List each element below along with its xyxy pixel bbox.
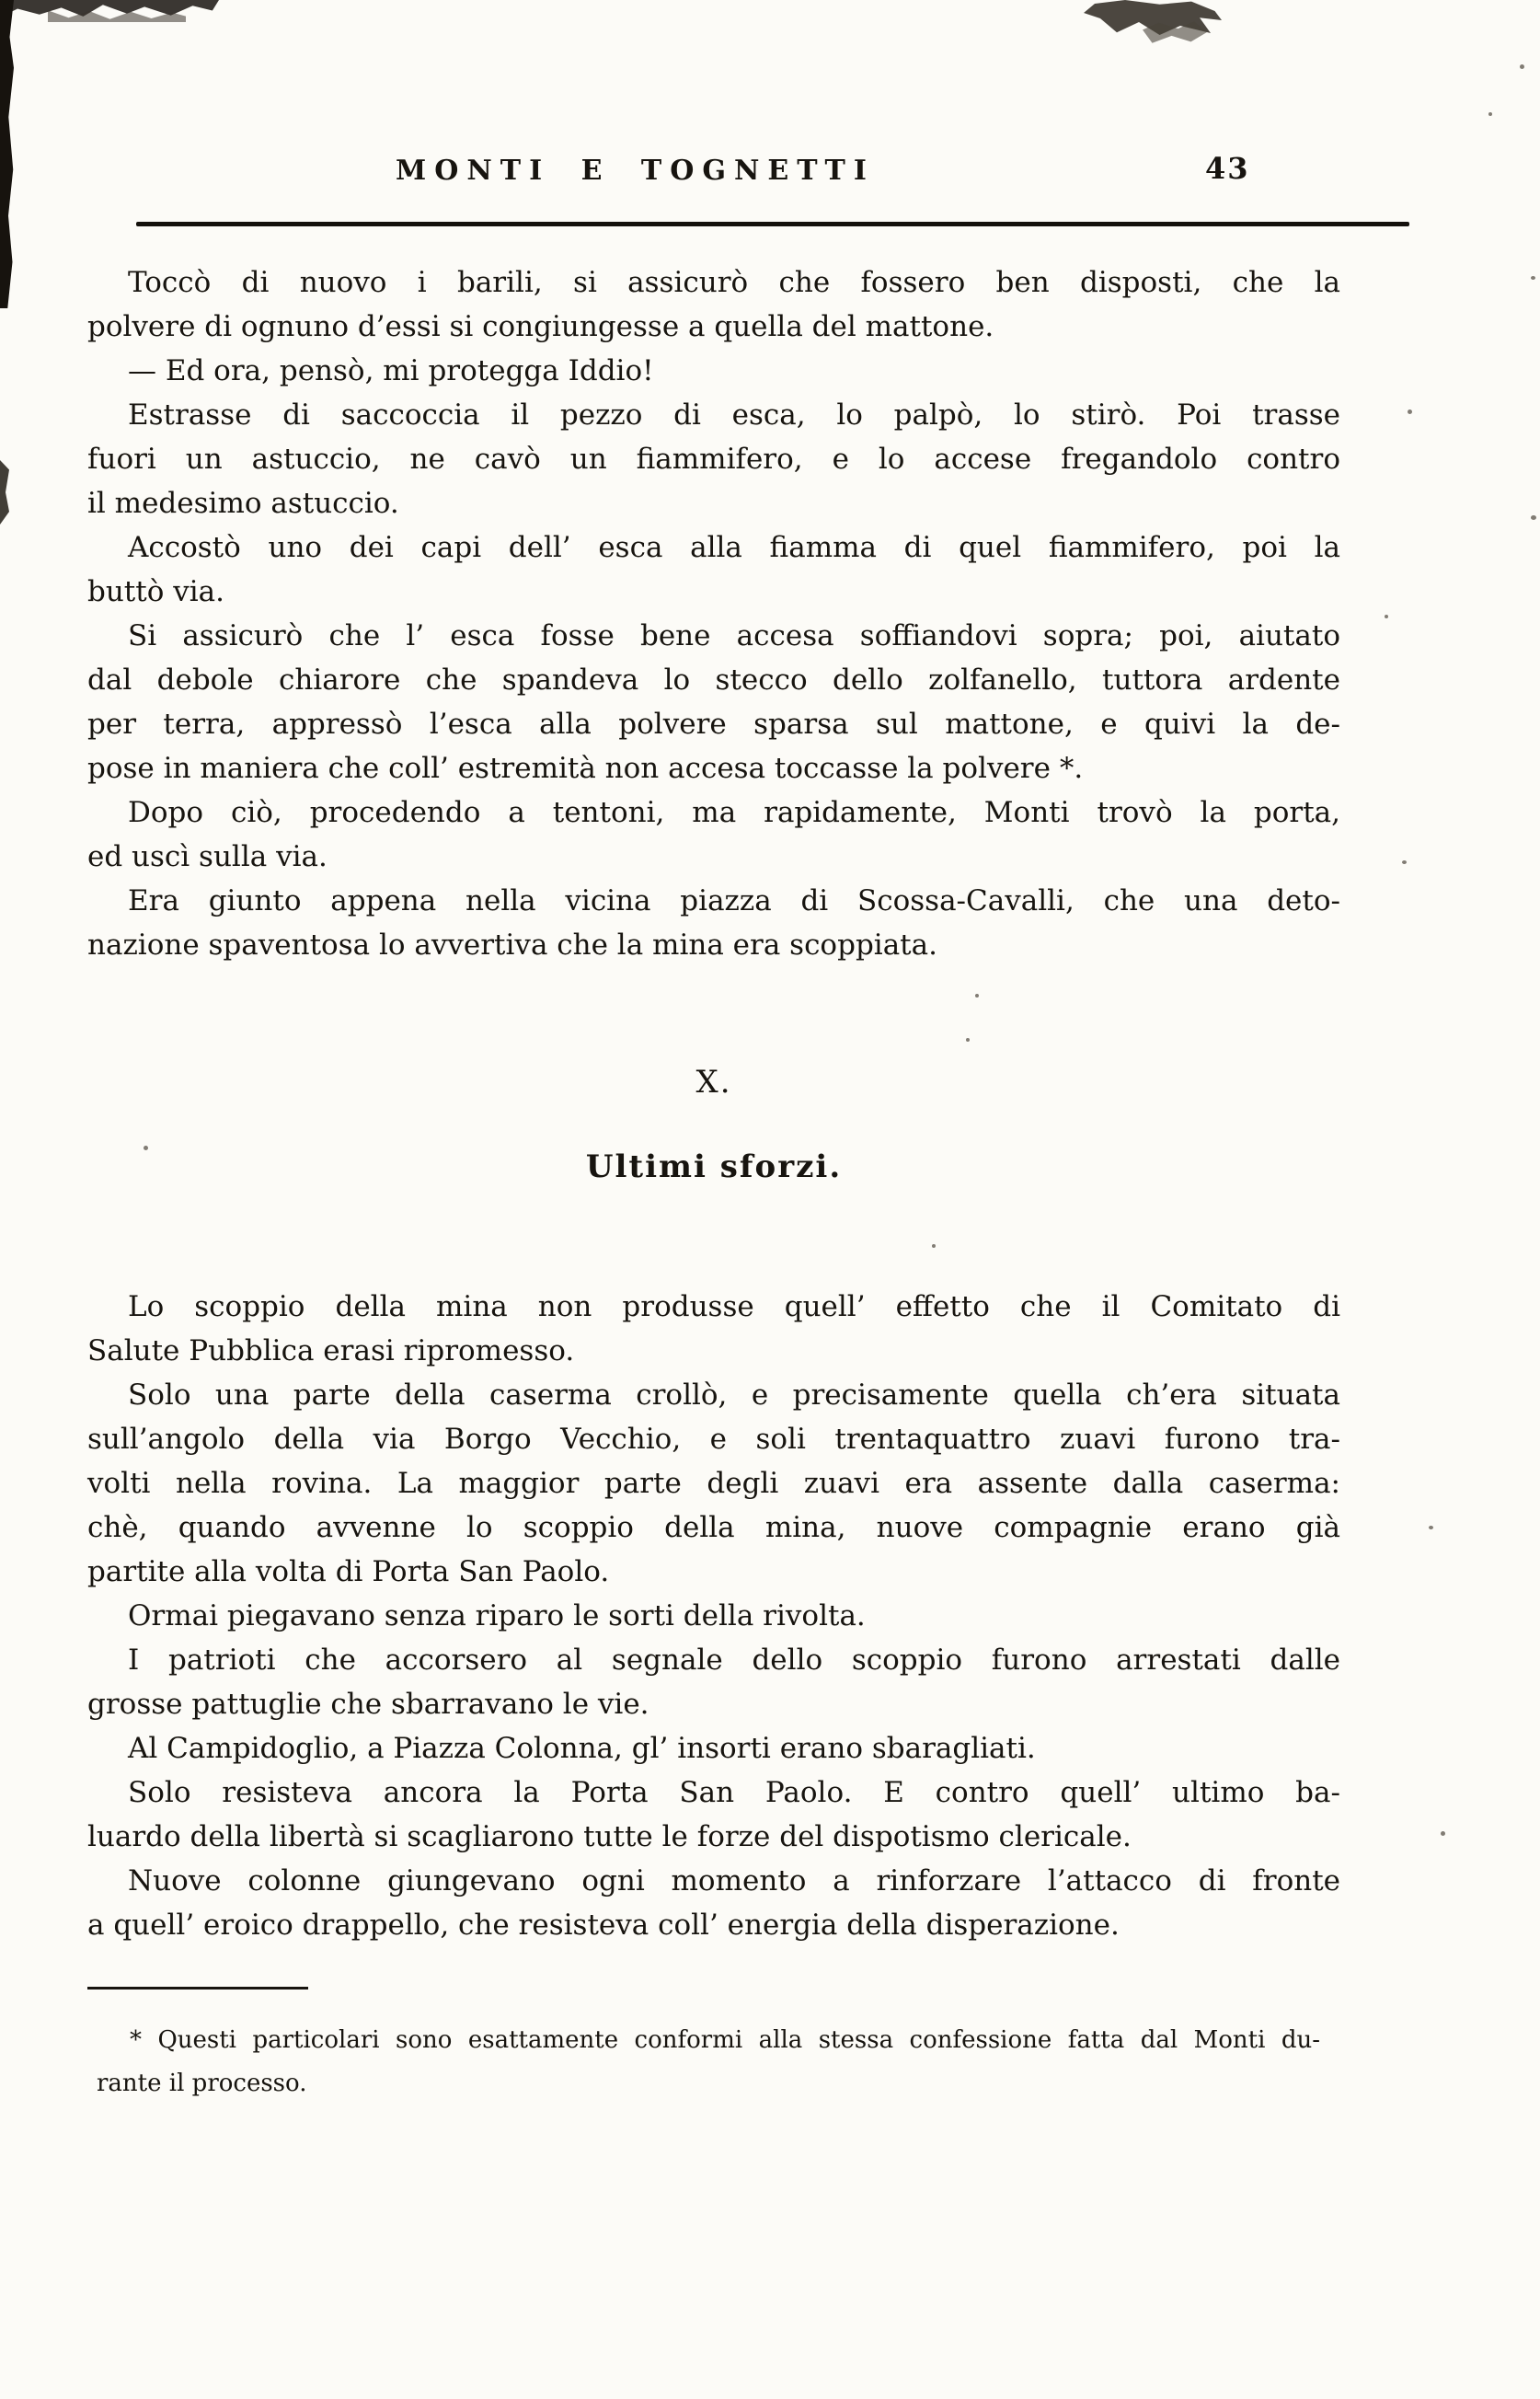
footnote-line: * Questi particolari sono esattamente conformi alla stessa confessione fatta dal Monti du- [130,2026,1320,2054]
scan-speck [1531,515,1536,520]
text-line: pose in maniera che coll’ estremità non accesa toccasse la polvere *. [87,752,1084,785]
scan-smudge-top-left-light [48,7,186,22]
body-text-block-2 [87,1285,1340,1947]
text-line: il medesimo astuccio. [87,487,399,520]
text-line: Solo resisteva ancora la Porta San Paolo. E contro quell’ ultimo ba- [128,1776,1340,1809]
footnote-line: rante il processo. [97,2070,307,2097]
text-line: I patrioti che accorsero al segnale dello scoppio furono arrestati dalle [128,1644,1340,1677]
text-line: Era giunto appena nella vicina piazza di Scossa-Cavalli, che una deto- [128,884,1340,917]
scan-smudge-top-right-light [1143,20,1207,44]
text-line: sull’angolo della via Borgo Vecchio, e soli trentaquattro zuavi furono tra- [87,1423,1340,1456]
scan-smudge-top-left [0,0,219,19]
text-line: grosse pattuglie che sbarravano le vie. [87,1688,649,1721]
scan-speck [1385,615,1388,618]
text-line: Salute Pubblica erasi ripromesso. [87,1334,575,1367]
text-line: Dopo ciò, procedendo a tentoni, ma rapidamente, Monti trovò la porta, [128,796,1340,829]
text-line: partite alla volta di Porta San Paolo. [87,1555,610,1588]
running-title: MONTI E TOGNETTI [396,155,875,187]
scan-speck [1531,276,1535,280]
scan-speck [966,1038,970,1042]
footnote [97,2019,1320,2105]
scan-speck [1429,1526,1433,1529]
text-line: Solo una parte della caserma crollò, e precisamente quella ch’era situata [128,1378,1340,1412]
scan-speck [1520,64,1524,69]
text-line: chè, quando avvenne lo scoppio della mina, nuove compagnie erano già [87,1511,1340,1544]
scan-edge-bar [0,0,14,308]
text-line: Toccò di nuovo i barili, si assicurò che fossero ben disposti, che la [128,266,1340,299]
text-line: volti nella rovina. La maggior parte degli zuavi era assente dalla caserma: [87,1467,1340,1500]
text-line: Nuove colonne giungevano ogni momento a rinforzare l’attacco di fronte [128,1864,1340,1897]
chapter-title: Ultimi sforzi. [585,1148,843,1185]
text-line: Accostò uno dei capi dell’ esca alla fiamma di quel fiammifero, poi la [128,531,1340,564]
scan-speck [1488,112,1492,116]
text-line: a quell’ eroico drappello, che resisteva coll’ energia della disperazione. [87,1909,1120,1942]
page-number: 43 [1205,151,1250,186]
scan-speck [932,1244,936,1248]
header-rule [136,222,1409,226]
text-line: nazione spaventosa lo avvertiva che la mina era scoppiata. [87,928,937,962]
scan-smudge-top-right [1084,0,1222,37]
text-line: Si assicurò che l’ esca fosse bene accesa soffiandovi sopra; poi, aiutato [128,619,1340,652]
text-line: luardo della libertà si scagliarono tutte le forze del dispotismo clericale. [87,1820,1132,1853]
scan-speck [975,994,979,998]
footnote-rule [87,1987,308,1990]
text-line: dal debole chiarore che spandeva lo stecco dello zolfanello, tuttora ardente [87,663,1340,697]
chapter-number: X. [695,1064,732,1101]
text-line: buttò via. [87,575,225,608]
text-line: per terra, appressò l’esca alla polvere sparsa sul mattone, e quivi la de- [87,708,1340,741]
text-line: — Ed ora, pensò, mi protegga Iddio! [128,354,654,387]
scan-edge-mark [0,460,9,525]
text-line: Estrasse di saccoccia il pezzo di esca, lo palpò, lo stirò. Poi trasse [128,398,1340,432]
text-line: polvere di ognuno d’essi si congiungesse a quella del mattone. [87,310,994,343]
text-line: Lo scoppio della mina non produsse quell’ effetto che il Comitato di [128,1290,1340,1323]
text-line: fuori un astuccio, ne cavò un fiammifero, e lo accese fregandolo contro [87,443,1340,476]
text-line: Al Campidoglio, a Piazza Colonna, gl’ insorti erano sbaragliati. [128,1732,1036,1765]
text-line: ed uscì sulla via. [87,840,328,873]
scan-speck [1408,409,1412,414]
text-line: Ormai piegavano senza riparo le sorti della rivolta. [128,1599,866,1632]
body-text-block-1 [87,260,1340,967]
scan-speck [1402,860,1407,864]
scan-speck [1441,1831,1445,1836]
